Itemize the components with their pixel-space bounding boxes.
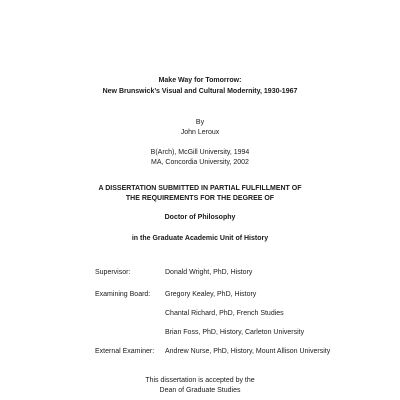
- acceptance-line-1: This dissertation is accepted by the: [145, 377, 255, 384]
- title-line-2: New Brunswick’s Visual and Cultural Modernity, 1930-1967: [102, 88, 298, 95]
- author-degree-2: MA, Concordia University, 2002: [151, 159, 249, 166]
- examining-board-member-3: Brian Foss, PhD, History, Carleton University: [165, 329, 305, 336]
- submission-line-1: A DISSERTATION SUBMITTED IN PARTIAL FULFILLMENT OF: [98, 185, 302, 192]
- external-examiner-name: Andrew Nurse, PhD, History, Mount Allison University: [165, 348, 331, 355]
- external-examiner-label: External Examiner:: [95, 348, 155, 355]
- supervisor-name: Donald Wright, PhD, History: [165, 269, 253, 276]
- supervisor-label: Supervisor:: [95, 269, 131, 276]
- author-degree-1: B(Arch), McGill University, 1994: [150, 149, 250, 156]
- author-name: John Leroux: [180, 129, 220, 136]
- acceptance-line-2: Dean of Graduate Studies: [159, 387, 241, 394]
- submission-line-2: THE REQUIREMENTS FOR THE DEGREE OF: [125, 195, 275, 202]
- title-line-1: Make Way for Tomorrow:: [158, 77, 242, 84]
- author-by: By: [195, 119, 205, 126]
- examining-board-member-1: Gregory Kealey, PhD, History: [165, 291, 257, 298]
- examining-board-member-2: Chantal Richard, PhD, French Studies: [165, 310, 284, 317]
- degree-name: Doctor of Philosophy: [164, 214, 236, 221]
- examining-board-label: Examining Board:: [95, 291, 151, 298]
- academic-unit: in the Graduate Academic Unit of History: [131, 235, 269, 242]
